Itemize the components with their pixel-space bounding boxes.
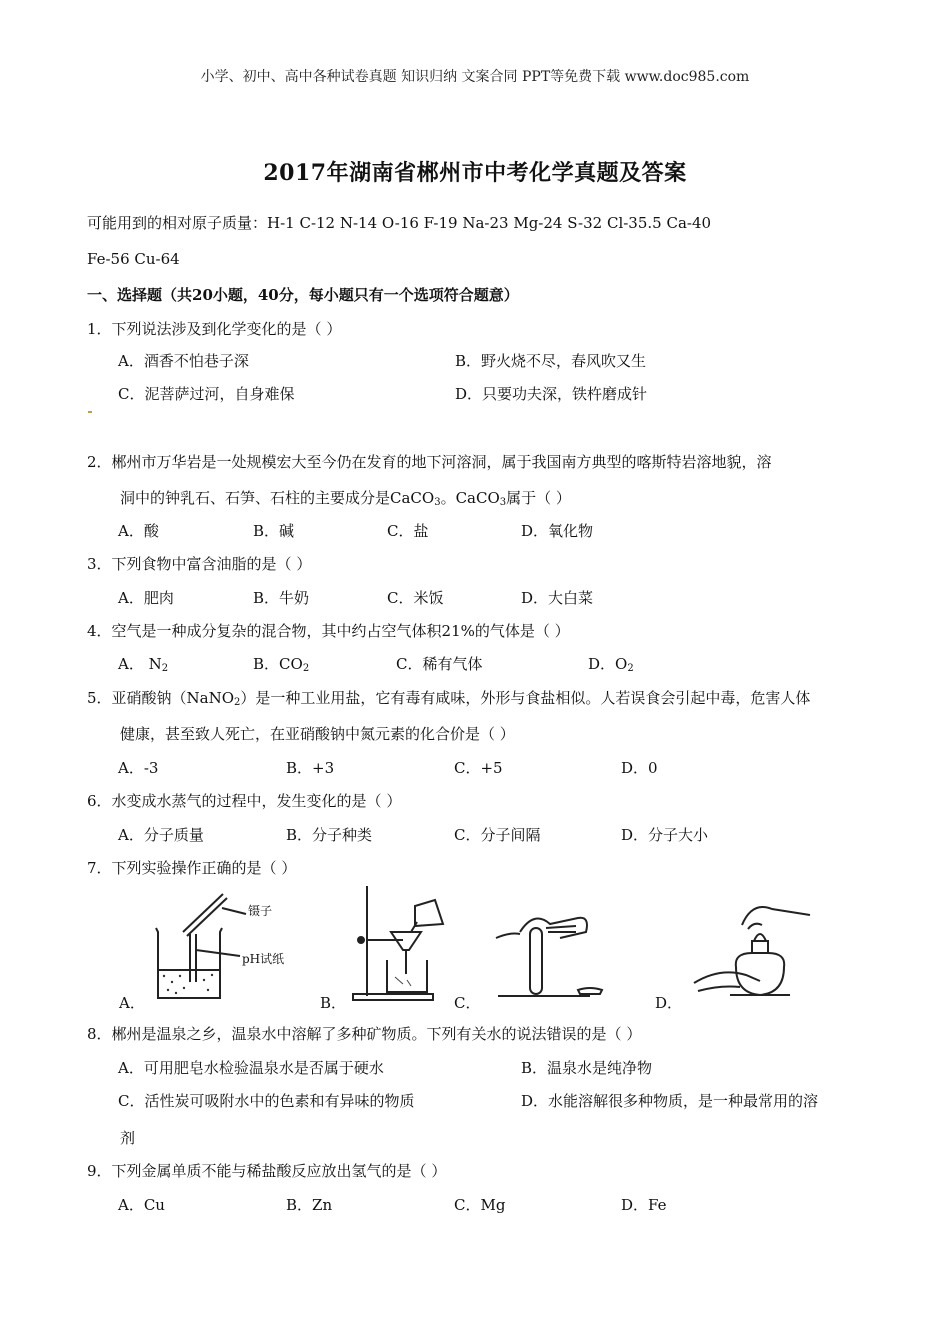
page-title: 2017年湖南省郴州市中考化学真题及答案 [263,160,687,186]
q2-stem-line-1: 2．郴州市万华岩是一处规模宏大至今仍在发育的地下河溶洞，属于我国南方典型的喀斯特岩溶地貌，溶 [87,453,772,471]
q5-stem-part-2: ）是一种工业用盐，它有毒有咸味，外形与食盐相似。人若误食会引起中毒，危害人体 [240,689,811,707]
q5-stem-line-2: 健康，甚至致人死亡，在亚硝酸钠中氮元素的化合价是（ ） [120,725,515,743]
q8-option-d-line-2: 剂 [120,1129,136,1147]
tweezers-label: 镊子 [248,904,273,918]
q1-option-c: C．泥菩萨过河，自身难保 [118,385,295,403]
q6-option-a: A．分子质量 [118,826,204,844]
q8-option-c: C．活性炭可吸附水中的色素和有异味的物质 [118,1092,415,1110]
q7-option-a: A． [119,994,145,1012]
atomic-mass-line-1: 可能用到的相对原子质量：H-1 C-12 N-14 O-16 F-19 Na-23 Mg-24 S-32 Cl-35.5 Ca-40 [87,214,712,232]
ph-paper-label: pH试纸 [242,952,285,966]
filtration-setup-image [345,882,455,1004]
q4-option-a [118,653,168,674]
q5-option-a: A．-3 [118,759,159,777]
q3-option-d: D．大白菜 [521,589,594,607]
stray-mark [88,411,92,413]
q2-option-a: A．酸 [118,522,159,540]
q1-option-b: B．野火烧不尽，春风吹又生 [455,352,647,370]
q4-option-b [253,653,309,674]
q6-stem: 6．水变成水蒸气的过程中，发生变化的是（ ） [87,792,402,810]
q9-option-b: B．Zn [286,1196,333,1214]
q6-option-d: D．分子大小 [621,826,709,844]
section-heading: 一、选择题（共20小题，40分，每小题只有一个选项符合题意） [87,286,519,304]
subscript-2: 2 [234,697,241,708]
q2-stem-part-1: 洞中的钟乳石、石笋、石柱的主要成分是CaCO [120,489,435,507]
q5-option-b: B．+3 [286,759,335,777]
q6-option-c: C．分子间隔 [454,826,541,844]
q9-option-a: A．Cu [118,1196,165,1214]
q8-option-a: A．可用肥皂水检验温泉水是否属于硬水 [118,1059,384,1077]
q2-option-b: B．碱 [253,522,295,540]
q5-stem-line-1 [87,687,810,708]
subscript-3: 3 [499,497,507,508]
q3-option-a: A．肥肉 [118,589,174,607]
q2-option-c: C．盐 [387,522,429,540]
atomic-mass-line-2: Fe-56 Cu-64 [87,250,180,268]
q9-stem: 9．下列金属单质不能与稀盐酸反应放出氢气的是（ ） [87,1162,447,1180]
q4-option-d-text: D．O [588,655,628,673]
alcohol-lamp-image [690,895,830,1005]
q5-option-d: D．0 [621,759,658,777]
q9-option-d: D．Fe [621,1196,667,1214]
pour-liquid-test-tube-image [490,902,610,1002]
q3-option-b: B．牛奶 [253,589,310,607]
q2-option-d: D．氧化物 [521,522,594,540]
q7-option-c: C． [454,994,481,1012]
q2-stem-part-2: 。CaCO [440,489,500,507]
q1-stem: 1．下列说法涉及到化学变化的是（ ） [87,320,342,338]
q3-stem: 3．下列食物中富含油脂的是（ ） [87,555,312,573]
subscript-3: 3 [434,497,441,508]
q4-option-a-text: A． N [118,655,162,673]
q2-stem-part-3: 属于（ ） [506,489,571,507]
q7-option-b: B． [320,994,347,1012]
q8-option-b: B．温泉水是纯净物 [521,1059,653,1077]
q7-stem: 7．下列实验操作正确的是（ ） [87,859,297,877]
q8-stem: 8．郴州是温泉之乡，温泉水中溶解了多种矿物质。下列有关水的说法错误的是（ ） [87,1025,642,1043]
q1-option-d: D．只要功夫深，铁杵磨成针 [455,385,648,403]
q1-option-a: A．酒香不怕巷子深 [118,352,249,370]
q4-option-d [588,653,634,674]
page-header: 小学、初中、高中各种试卷真题 知识归纳 文案合同 PPT等免费下载 www.doc985.com [200,69,750,85]
q5-stem-part-1: 5．亚硝酸钠（NaNO [87,689,235,707]
subscript-2: 2 [161,663,169,674]
subscript-2: 2 [302,663,310,674]
q8-option-d-line-1: D．水能溶解很多种物质，是一种最常用的溶 [521,1092,819,1110]
q9-option-c: C．Mg [454,1196,506,1214]
q3-option-c: C．米饭 [387,589,444,607]
q6-option-b: B．分子种类 [286,826,373,844]
q5-option-c: C．+5 [454,759,503,777]
q4-option-b-text: B．CO [253,655,303,673]
q4-option-c: C．稀有气体 [396,655,483,673]
q4-stem: 4．空气是一种成分复杂的混合物，其中约占空气体积21%的气体是（ ） [87,622,570,640]
subscript-2: 2 [627,663,634,674]
q2-stem-line-2 [120,487,571,508]
q7-option-d: D． [655,994,683,1012]
